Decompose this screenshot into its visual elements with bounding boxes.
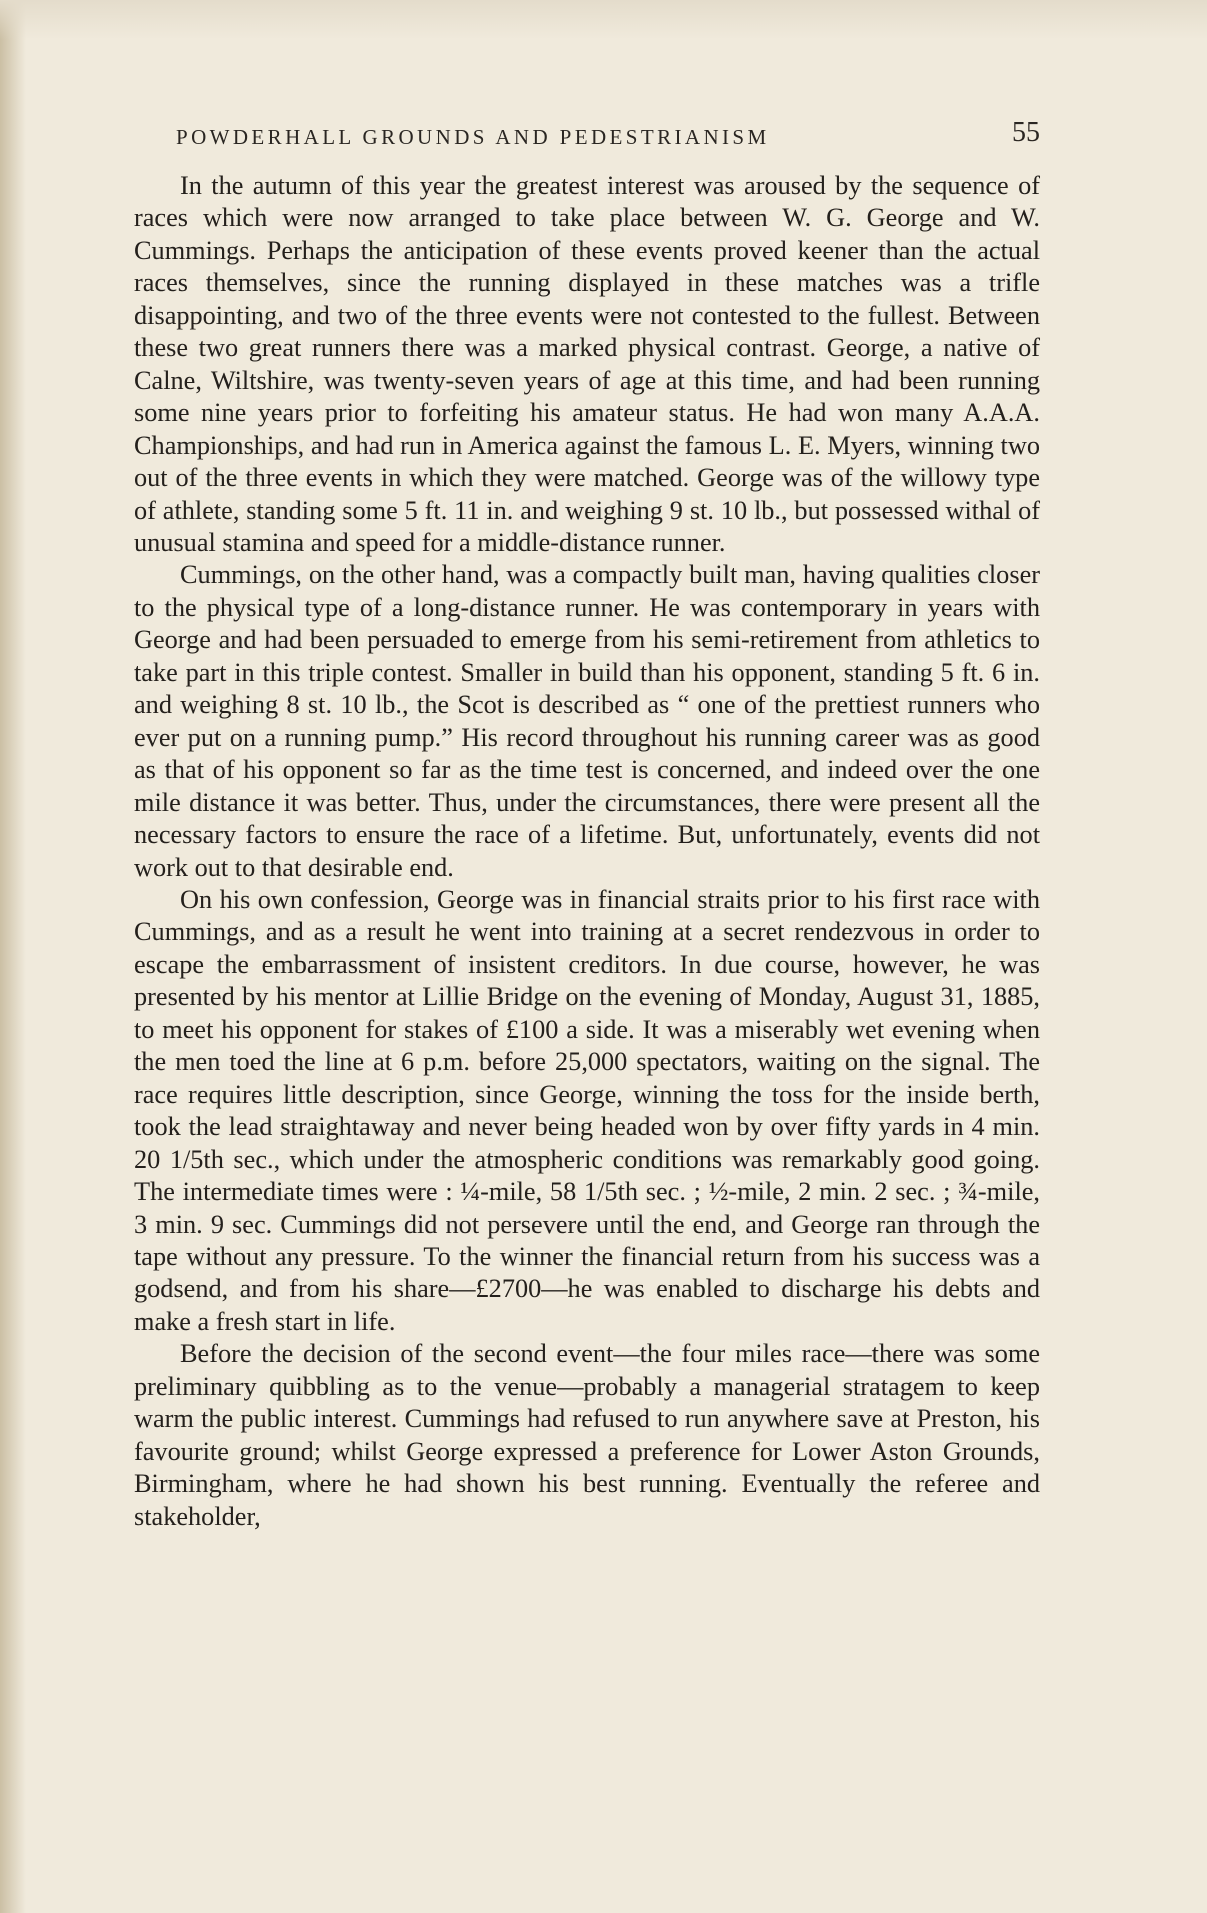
page-header — [176, 117, 1040, 157]
binding-shadow — [0, 0, 26, 1913]
page-number: 55 — [1012, 117, 1040, 148]
paragraph: In the autumn of this year the greatest interest was aroused by the sequence of races which were now arranged to take place between W. G. George and W. Cummings. Perhaps the anticipation of these events proved keener than the actual races themselves, since the running displayed in these matches was a trifle disappointing, and two of the three events were not contested to the fullest. Between these two great runners there was a marked physical contrast. George, a native of Calne, Wiltshire, was twenty-seven years of age at this time, and had been running some nine years prior to forfeiting his amateur status. He had won many A.A.A. Championships, and had run in America against the famous L. E. Myers, winning two out of the three events in which they were matched. George was of the willowy type of athlete, standing some 5 ft. 11 in. and weighing 9 st. 10 lb., but possessed withal of unusual stamina and speed for a middle-distance runner. — [134, 171, 1040, 557]
running-head: POWDERHALL GROUNDS AND PEDESTRIANISM — [176, 125, 770, 149]
top-edge-shadow — [0, 0, 1207, 40]
body-text — [134, 170, 1040, 1533]
paragraph: On his own confession, George was in financial straits prior to his first race with Cummings, and as a result he went into training at a secret rendezvous in order to escape the embarrassment of insistent creditors. In due course, however, he was presented by his mentor at Lillie Bridge on the evening of Monday, August 31, 1885, to meet his opponent for stakes of £100 a side. It was a miserably wet evening when the men toed the line at 6 p.m. before 25,000 spectators, waiting on the signal. The race requires little description, since George, winning the toss for the inside berth, took the lead straightaway and never being headed won by over fifty yards in 4 min. 20 1/5th sec., which under the atmospheric conditions was remarkably good going. The intermediate times were : ¼-mile, 58 1/5th sec. ; ½-mile, 2 min. 2 sec. ; ¾-mile, 3 min. 9 sec. Cummings did not persevere until the end, and George ran through the tape without any pressure. To the winner the financial return from his success was a godsend, and from his share—£2700—he was enabled to discharge his debts and make a fresh start in life. — [134, 884, 1040, 1336]
paragraph: Cummings, on the other hand, was a compactly built man, having qualities closer to the physical type of a long-distance runner. He was contemporary in years with George and had been persuaded to emerge from his semi-retirement from athletics to take part in this triple contest. Smaller in build than his opponent, standing 5 ft. 6 in. and weighing 8 st. 10 lb., the Scot is described as “ one of the prettiest runners who ever put on a running pump.” His record throughout his running career was as good as that of his opponent so far as the time test is concerned, and indeed over the one mile distance it was better. Thus, under the circumstances, there were present all the necessary factors to ensure the race of a lifetime. But, unfortunately, events did not work out to that desirable end. — [134, 560, 1040, 882]
paragraph: Before the decision of the second event—the four miles race—there was some preliminary quibbling as to the venue—probably a managerial stratagem to keep warm the public interest. Cummings had refused to run anywhere save at Preston, his favourite ground; whilst George expressed a preference for Lower Aston Grounds, Birmingham, where he had shown his best running. Eventually the referee and stakeholder, — [134, 1339, 1040, 1531]
